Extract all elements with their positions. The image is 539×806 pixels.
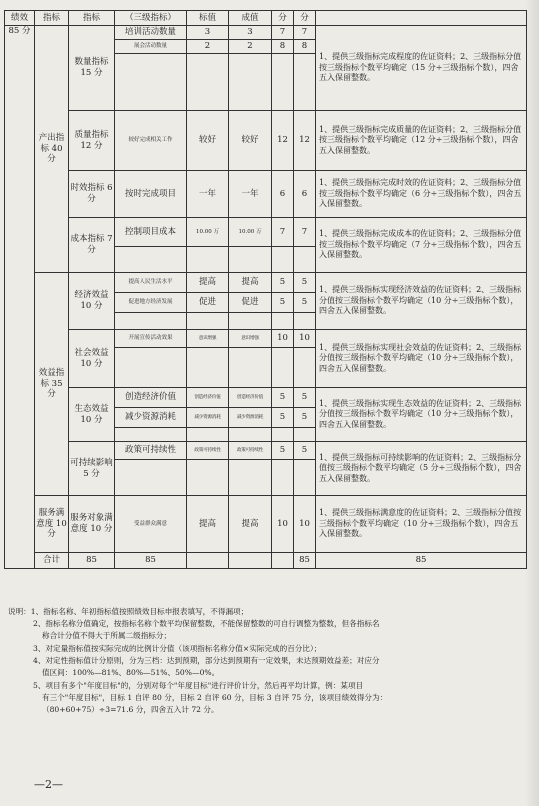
perf-label: 绩效 bbox=[5, 11, 35, 26]
table-row bbox=[5, 111, 527, 171]
table-row bbox=[5, 330, 527, 348]
indicator-name: 控制项目成本 bbox=[115, 218, 187, 247]
header-cell: 分 bbox=[272, 11, 294, 26]
indicator-name: 按时完成项目 bbox=[115, 171, 187, 218]
header-cell: 指标 bbox=[69, 11, 115, 26]
score-got: 6 bbox=[294, 171, 316, 218]
score-full: 5 bbox=[272, 442, 294, 460]
economic-name: 经济效益 10 分 bbox=[69, 273, 115, 330]
indicator-name: 促进地方经济发展 bbox=[115, 293, 187, 313]
target-value: 较好 bbox=[187, 111, 229, 171]
indicator-name: 展会活动数量 bbox=[115, 40, 187, 54]
score-got: 7 bbox=[294, 218, 316, 247]
header-row bbox=[5, 11, 527, 26]
indicator-name: 政策可持续性 bbox=[115, 442, 187, 460]
sustainable-note: 1、提供三级指标可持续影响的佐证资料；2、三级指标分值按三级指标个数平均确定（5 分÷三级指标个数），四舍五入保留整数。 bbox=[316, 442, 527, 496]
target-value: 10.00 万 bbox=[187, 218, 229, 247]
score-got: 8 bbox=[294, 40, 316, 54]
note-line: 说明：1、指标名称、年初指标值按照绩效目标申报表填写，不得漏项； bbox=[8, 607, 249, 616]
table-row bbox=[5, 388, 527, 408]
score-full: 7 bbox=[272, 218, 294, 247]
score-full: 7 bbox=[272, 26, 294, 40]
ecological-note: 1、提供三级指标实现生态效益的佐证资料；2、三级指标分值按三级指标个数平均确定（10 分÷三级指标个数），四舍五入保留整数。 bbox=[316, 388, 527, 442]
total-value: 85 bbox=[294, 553, 316, 569]
actual-value: 创造经济价值 bbox=[229, 388, 272, 408]
target-value: 意识增强 bbox=[187, 330, 229, 348]
table-row bbox=[5, 218, 527, 247]
target-value: 3 bbox=[187, 26, 229, 40]
cost-note: 1、提供三级指标完成成本的佐证资料；2、三级指标分值按三级指标个数平均确定（7 分÷三级指标个数），四舍五入保留整数。 bbox=[316, 218, 527, 273]
score-got: 5 bbox=[294, 293, 316, 313]
cost-name: 成本指标 7 分 bbox=[69, 218, 115, 273]
total-value: 85 bbox=[316, 553, 527, 569]
table-row bbox=[5, 273, 527, 293]
social-note: 1、提供三级指标实现社会效益的佐证资料；2、三级指标分值按三级指标个数平均确定（10 分÷三级指标个数），四舍五入保留整数。 bbox=[316, 330, 527, 388]
table-row bbox=[5, 442, 527, 460]
note-line: 有三个"年度目标"，目标 1 自评 80 分，目标 2 自评 60 分，目标 3 自评 75 分，该项目绩效得分为： bbox=[42, 693, 388, 702]
score-got: 10 bbox=[294, 496, 316, 553]
score-got: 5 bbox=[294, 442, 316, 460]
indicator-name: 培训活动数量 bbox=[115, 26, 187, 40]
output-label: 产出指标 40 分 bbox=[35, 26, 69, 273]
note-line: 2、指标名称分值确定，按指标名称个数平均保留整数，不能保留整数的可自行调整为整数，但各指标名 bbox=[33, 619, 380, 628]
performance-table bbox=[4, 10, 527, 569]
score-got: 5 bbox=[294, 388, 316, 408]
actual-value: 3 bbox=[229, 26, 272, 40]
indicator-name: 减少资源消耗 bbox=[115, 408, 187, 428]
score-full: 6 bbox=[272, 171, 294, 218]
table-row bbox=[5, 496, 527, 553]
score-full: 8 bbox=[272, 40, 294, 54]
score-got: 5 bbox=[294, 408, 316, 428]
score-full: 5 bbox=[272, 273, 294, 293]
header-cell: 成值 bbox=[229, 11, 272, 26]
quantity-note: 1、提供三级指标完成程度的佐证资料；2、三级指标分值按三级指标个数平均确定（15 分÷三级指标个数），四舍五入保留整数。 bbox=[316, 26, 527, 111]
actual-value: 意识增强 bbox=[229, 330, 272, 348]
total-value: 85 bbox=[69, 553, 115, 569]
score-full: 5 bbox=[272, 388, 294, 408]
note-line: 称合计分值不得大于所属二级指标分； bbox=[42, 631, 172, 640]
score-full: 5 bbox=[272, 293, 294, 313]
satisfaction-label: 服务满意度 10 分 bbox=[35, 496, 69, 553]
actual-value: 2 bbox=[229, 40, 272, 54]
score-got: 7 bbox=[294, 26, 316, 40]
score-got: 5 bbox=[294, 273, 316, 293]
satisfaction-note: 1、提供三级指标满意度的佐证资料；2、三级指标分值按三级指标个数平均确定（10 分÷三级指标个数），四舍五入保留整数。 bbox=[316, 496, 527, 553]
target-value: 创造经济价值 bbox=[187, 388, 229, 408]
target-value: 减少资源消耗 bbox=[187, 408, 229, 428]
score-full: 10 bbox=[272, 496, 294, 553]
actual-value: 一年 bbox=[229, 171, 272, 218]
header-cell: 标值 bbox=[187, 11, 229, 26]
ecological-name: 生态效益 10 分 bbox=[69, 388, 115, 442]
target-value: 提高 bbox=[187, 496, 229, 553]
score-full: 10 bbox=[272, 330, 294, 348]
indicator-name: 受益群众满意 bbox=[115, 496, 187, 553]
score-full: 12 bbox=[272, 111, 294, 171]
note-line: 3、对定量指标值按实际完成的比例计分值（该项指标名称分值×实际完成的百分比）； bbox=[33, 644, 322, 653]
actual-value: 减少资源消耗 bbox=[229, 408, 272, 428]
table-row bbox=[5, 26, 527, 40]
target-value: 2 bbox=[187, 40, 229, 54]
target-value: 政策可持续性 bbox=[187, 442, 229, 460]
table-row bbox=[5, 171, 527, 218]
header-cell: （三级指标） bbox=[115, 11, 187, 26]
header-cell: 分 bbox=[294, 11, 316, 26]
target-value: 一年 bbox=[187, 171, 229, 218]
note-line: 4、对定性指标值计分原则，分为三档：达到预期，部分达到预期有一定效果，未达预期效益差；对应分 bbox=[33, 656, 380, 665]
score-got: 10 bbox=[294, 330, 316, 348]
total-label: 合计 bbox=[35, 553, 69, 569]
actual-value: 提高 bbox=[229, 496, 272, 553]
note-line: 5、项目有多个"年度目标"的，分别对每个"年度目标"进行评价计分，然后再平均计算，例：某项目 bbox=[33, 681, 364, 690]
actual-value: 10.00 万 bbox=[229, 218, 272, 247]
actual-value: 促进 bbox=[229, 293, 272, 313]
quality-name: 质量指标 12 分 bbox=[69, 111, 115, 171]
actual-value: 政策可持续性 bbox=[229, 442, 272, 460]
indicator-name: 开展宣传活动效果 bbox=[115, 330, 187, 348]
perf-score: 85 分 bbox=[5, 26, 35, 569]
total-row bbox=[5, 553, 527, 569]
social-name: 社会效益 10 分 bbox=[69, 330, 115, 388]
score-full: 5 bbox=[272, 408, 294, 428]
indicator-name: 较好完成相关工作 bbox=[115, 111, 187, 171]
indicator-name: 提高人民生活水平 bbox=[115, 273, 187, 293]
page-edge-shadow bbox=[525, 0, 539, 806]
target-value: 提高 bbox=[187, 273, 229, 293]
note-line: （80+60+75）÷3=71.6 分，四舍五入计 72 分。 bbox=[42, 705, 219, 714]
timeliness-note: 1、提供三级指标完成时效的佐证资料；2、三级指标分值按三级指标个数平均确定（6 分÷三级指标个数），四舍五入保留整数。 bbox=[316, 171, 527, 218]
actual-value: 提高 bbox=[229, 273, 272, 293]
satisfaction-name: 服务对象满意度 10 分 bbox=[69, 496, 115, 553]
note-line: 值区间：100%—81%、80%—51%、50%—0%。 bbox=[42, 668, 220, 677]
score-got: 12 bbox=[294, 111, 316, 171]
economic-note: 1、提供三级指标实现经济效益的佐证资料；2、三级指标分值按三级指标个数平均确定（10 分÷三级指标个数），四舍五入保留整数。 bbox=[316, 273, 527, 330]
timeliness-name: 时效指标 6 分 bbox=[69, 171, 115, 218]
total-value: 85 bbox=[115, 553, 187, 569]
header-cell: 指标 bbox=[35, 11, 69, 26]
sustainable-name: 可持续影响 5 分 bbox=[69, 442, 115, 496]
quality-note: 1、提供三级指标完成质量的佐证资料；2、三级指标分值按三级指标个数平均确定（12 分÷三级指标个数），四舍五入保留整数。 bbox=[316, 111, 527, 171]
actual-value: 较好 bbox=[229, 111, 272, 171]
page-number: —2— bbox=[34, 778, 63, 791]
target-value: 促进 bbox=[187, 293, 229, 313]
indicator-name: 创造经济价值 bbox=[115, 388, 187, 408]
benefit-label: 效益指标 35 分 bbox=[35, 273, 69, 496]
quantity-name: 数量指标 15 分 bbox=[69, 26, 115, 111]
header-note-cell bbox=[316, 11, 527, 26]
